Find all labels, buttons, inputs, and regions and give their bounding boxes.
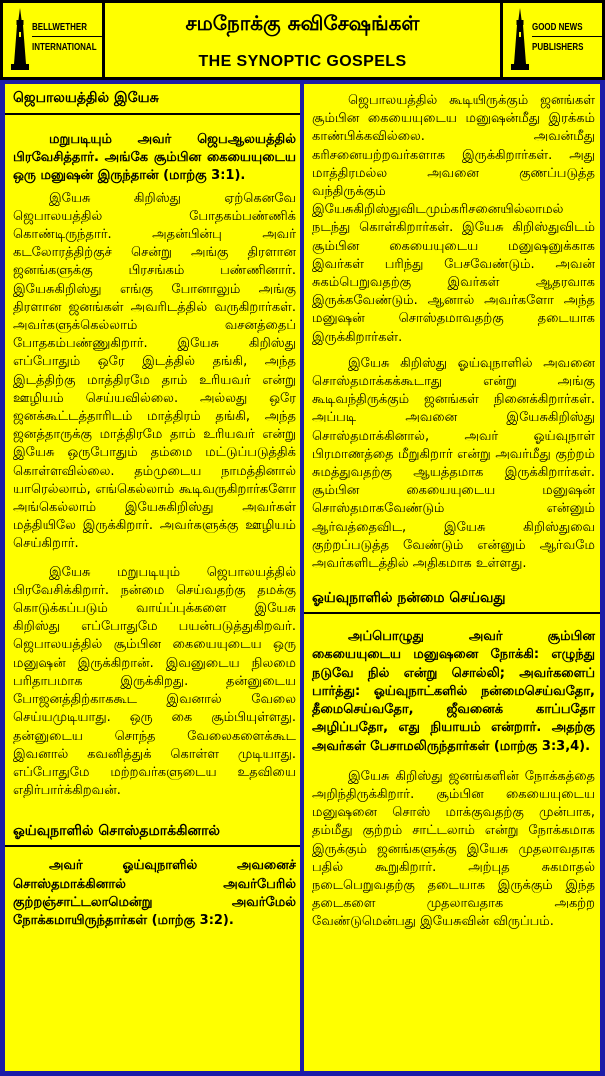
page-header	[0, 0, 605, 80]
body-paragraph: இயேசு மறுபடியும் ஜெபாலயத்தில் பிரவேசிக்கிறார். நன்மை செய்வதற்கு தமக்கு கொடுக்கப்படும் வாய்ப்புக்களை இயேசு கிறிஸ்து எப்போதுமே பயன்படுத்துகிறவர். ஜெபாலயத்தில் சூம்பின கையையுடைய ஒரு மனுஷன் இருக்கிறான். இவனுடைய நிலமை பரிதாபமாக இருக்கிறது. தன்னுடைய போஜனத்திற்காககூட இவனால் வேலை செய்யமுடியாது. ஒரு கை சூம்பியுள்ளது. தன்னுடைய சொந்த வேலைகளைக்கூட இவனால் கவனித்துக் கொள்ள முடியாது. எப்போதுமே மற்றவர்களுடைய உதவியை எதிர்பார்க்கிறவன்.	[13, 564, 296, 799]
section-heading: ஓய்வுநாளில் நன்மை செய்வது	[304, 589, 600, 614]
book-title-tamil: சமநோக்கு சுவிசேஷங்கள்	[185, 11, 420, 35]
tower-logo-icon	[9, 8, 31, 72]
logo-wordmark	[32, 21, 102, 54]
scripture-quote: அப்பொழுது அவர் சூம்பின கையையுடைய மனுஷனை நோக்கி: எழுந்து நடுவே நில் என்று சொல்லி; அவர்களைப் பார்த்து: ஓய்வுநாட்களில் நன்மைசெய்வதோ, தீமைசெய்வதோ, ஜீவனைக் காப்பதோ அழிப்பதோ, எது நியாயம் என்றார். அதற்கு அவர்கள் பேசாமலிருந்தார்கள் (மாற்கு 3:3,4).	[312, 629, 595, 754]
logo-wordmark-line1: BELLWETHER	[32, 21, 102, 37]
right-column	[304, 84, 600, 1071]
section-heading: ஓய்வுநாளில் சொஸ்தமாக்கினால்	[5, 822, 300, 847]
tower-logo-icon	[509, 8, 531, 72]
left-column	[5, 84, 304, 1071]
book-title-box	[105, 3, 500, 77]
logo-wordmark	[532, 21, 602, 54]
scripture-quote: மறுபடியும் அவர் ஜெபஆலயத்தில் பிரவேசித்தார். அங்கே சூம்பின கையையுடைய ஒரு மனுஷன் இருந்தான் (மாற்கு 3:1).	[13, 132, 296, 184]
book-title-english: THE SYNOPTIC GOSPELS	[198, 53, 407, 70]
logo-wordmark-line1: GOOD NEWS	[532, 21, 602, 37]
logo-wordmark-line2: INTERNATIONAL	[32, 41, 97, 53]
publisher-logo-good-news	[500, 3, 602, 77]
body-paragraph: ஜெபாலயத்தில் கூடியிருக்கும் ஜனங்கள் சூம்பின கையையுடைய மனுஷன்மீது இரக்கம் காண்பிக்கவில்லை. அவன்மீது கரிசனையற்றவர்களாக இருக்கிறார்கள். அது மாத்திரமல்ல அவனை குணப்படுத்த வந்திருக்கும் இயேசுகிறிஸ்துவிடமும்கரிசனையில்லாமல் நடந்து கொள்கிறார்கள். இயேசு கிறிஸ்துவிடம் சூம்பின கையையுடைய மனுஷனுக்காக இவர்கள் பரிந்து பேசவேண்டும். அவன் சுகம்பெறுவதற்கு இவர்கள் ஆதரவாக இருக்கவேண்டும். ஆனால் அவர்களோ அந்த மனுஷன் சொஸ்தமாவதற்கு தடையாக இருக்கிறார்கள்.	[312, 93, 595, 345]
body-paragraph: இயேசு கிறிஸ்து ஓய்வுநாளில் அவனை சொஸ்தமாக்கக்கூடாது என்று அங்கு கூடிவந்திருக்கும் ஜனங்கள் நினைக்கிறார்கள். அப்படி அவனை இயேசுகிறிஸ்து சொஸ்தமாக்கினால், அவர் ஓய்வுநாள் பிரமாணத்தை மீறுகிறார் என்று அவர்மீது குற்றம் சுமத்துவதற்கு ஆயத்தமாக இருக்கிறார்கள். சூம்பின கையையுடைய மனுஷன் சொஸ்தமாகவேண்டும் என்னும் ஆர்வத்தைவிட, இயேசு கிறிஸ்துவை குற்றப்படுத்த வேண்டும் என்னும் ஆர்வமே அவர்களிடத்தில் அதிகமாக உள்ளது.	[312, 355, 595, 572]
content-frame	[0, 80, 605, 1076]
scripture-quote: அவர் ஓய்வுநாளில் அவனைச் சொஸ்தமாக்கினால் அவர்பேரில் குற்றஞ்சாட்டலாமென்று அவர்மேல் நோக்கமாயிருந்தார்கள் (மாற்கு 3:2).	[13, 858, 296, 928]
body-paragraph: இயேசு கிறிஸ்து ஏற்கெனவே ஜெபாலயத்தில் போதகம்பண்ணிக் கொண்டிருந்தார். அதன்பின்பு அவர் கடலோரத்திற்குச் சென்று அங்கு திரளான ஜனங்களுக்கு பிரசங்கம் பண்ணினார். இயேசுகிறிஸ்து எங்கு போனாலும் அங்கு திரளான ஜனங்கள் அவரிடத்தில் வருகிறார்கள். அவர்களுக்கெல்லாம் வசனத்தைப் போதகம்பண்ணுகிறார். இயேசு கிறிஸ்து எப்போதும் ஒரே இடத்தில் தங்கி, அந்த இடத்திற்கு மாத்திரமே தாம் உரியவர் என்று ஊழியம் செய்யவில்லை. அல்லது ஒரே ஜனக்கூட்டத்தாரிடம் மாத்திரம் தங்கி, அந்த ஜனத்தாருக்கு மாத்திரமே தாம் உரியவர் என்று இயேசு ஒருபோதும் தம்மை மட்டுப்படுத்திக் கொள்ளவில்லை. தம்முடைய நாமத்தினால் யாரெல்லாம், எங்கெல்லாம் கூடிவருகிறார்களோ அங்கெல்லாம் இயேசுகிறிஸ்து அவர்கள் மத்தியிலே இருக்கிறார். அவர்களுக்கு ஊழியம் செய்கிறார்.	[13, 190, 296, 552]
publisher-logo-bellwether	[3, 3, 105, 77]
section-heading: ஜெபாலயத்தில் இயேசு	[5, 84, 300, 115]
logo-wordmark-line2: PUBLISHERS	[532, 41, 584, 53]
body-paragraph: இயேசு கிறிஸ்து ஜனங்களின் நோக்கத்தை அறிந்திருக்கிறார். சூம்பின கையையுடைய மனுஷனை சொஸ் மாக்குவதற்கு முன்பாக, தம்மீது குற்றம் சாட்டலாம் என்று நோக்கமாக இருக்கும் ஜனங்களுக்கு இயேசு முதலாவதாக பதில் கூறுகிறார். அற்புத சுகமாதல் நடைபெறுவதற்கு தடையாக இருக்கும் இந்த தடைகளை முதலாவதாக அகற்ற வேண்டுமென்பது இயேசுவின் விருப்பம்.	[312, 768, 595, 930]
